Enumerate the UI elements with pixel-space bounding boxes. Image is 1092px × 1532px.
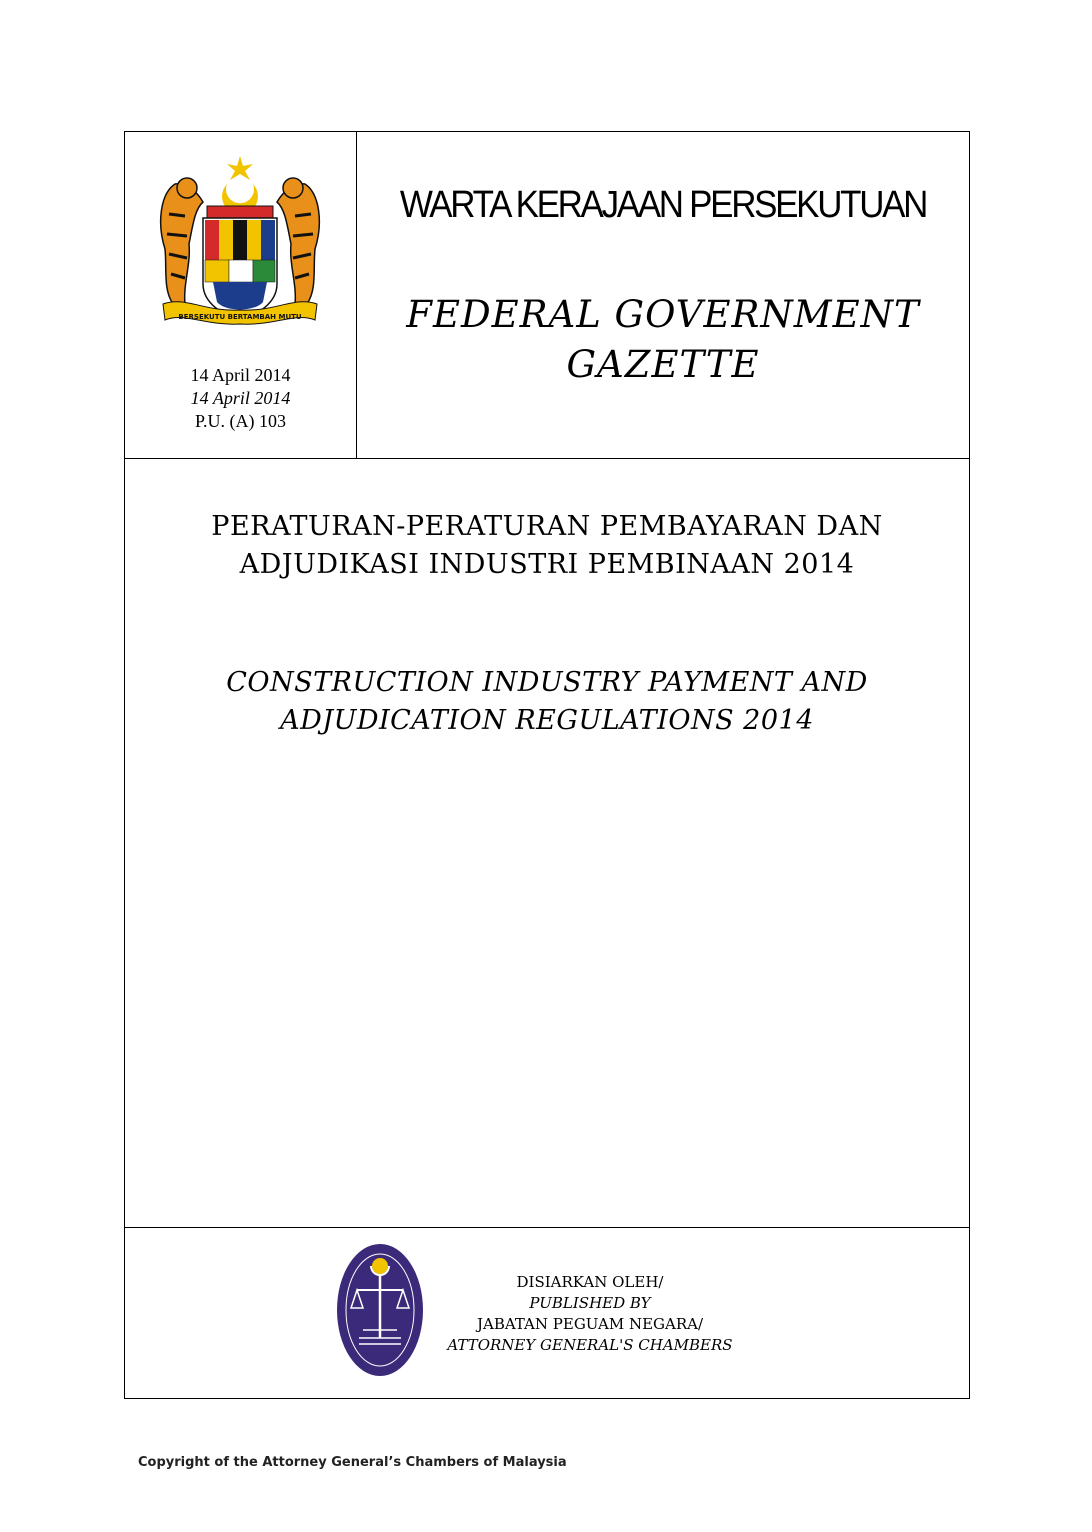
attorney-general-chambers-logo-icon <box>335 1242 425 1378</box>
published-by-ms: DISIARKAN OLEH/ <box>516 1273 664 1291</box>
publisher-ms: JABATAN PEGUAM NEGARA/ <box>476 1315 704 1333</box>
gazette-title-malay: WARTA KERAJAAN PERSEKUTUAN <box>399 184 927 226</box>
publisher-en: ATTORNEY GENERAL'S CHAMBERS <box>447 1336 733 1354</box>
date-ms: 14 April 2014 <box>190 365 291 385</box>
gazette-cover-frame <box>124 131 970 1399</box>
pu-reference: P.U. (A) 103 <box>194 411 286 431</box>
malaysia-coat-of-arms-icon <box>155 154 325 344</box>
regulation-title-english-line1: CONSTRUCTION INDUSTRY PAYMENT AND <box>226 667 868 698</box>
header-divider <box>125 458 969 459</box>
svg-text:BERSEKUTU BERTAMBAH MUTU: BERSEKUTU BERTAMBAH MUTU <box>178 313 302 321</box>
footer-divider <box>125 1227 969 1228</box>
copyright-notice: Copyright of the Attorney General’s Chambers of Malaysia <box>138 1455 567 1470</box>
regulation-title-malay-line1: PERATURAN-PERATURAN PEMBAYARAN DAN <box>211 511 883 542</box>
regulation-title-malay <box>125 508 969 584</box>
regulation-title-english <box>125 664 969 740</box>
gazette-title-english-line2: GAZETTE <box>566 343 760 386</box>
regulation-title-english-line2: ADJUDICATION REGULATIONS 2014 <box>280 705 814 736</box>
publisher-block <box>425 1272 755 1356</box>
published-by-en: PUBLISHED BY <box>529 1294 651 1312</box>
regulation-title-malay-line2: ADJUDIKASI INDUSTRI PEMBINAAN 2014 <box>239 549 855 580</box>
date-block <box>125 364 356 433</box>
gazette-title-english <box>357 290 969 390</box>
gazette-title-english-line1: FEDERAL GOVERNMENT <box>406 293 920 336</box>
date-en: 14 April 2014 <box>190 388 291 408</box>
